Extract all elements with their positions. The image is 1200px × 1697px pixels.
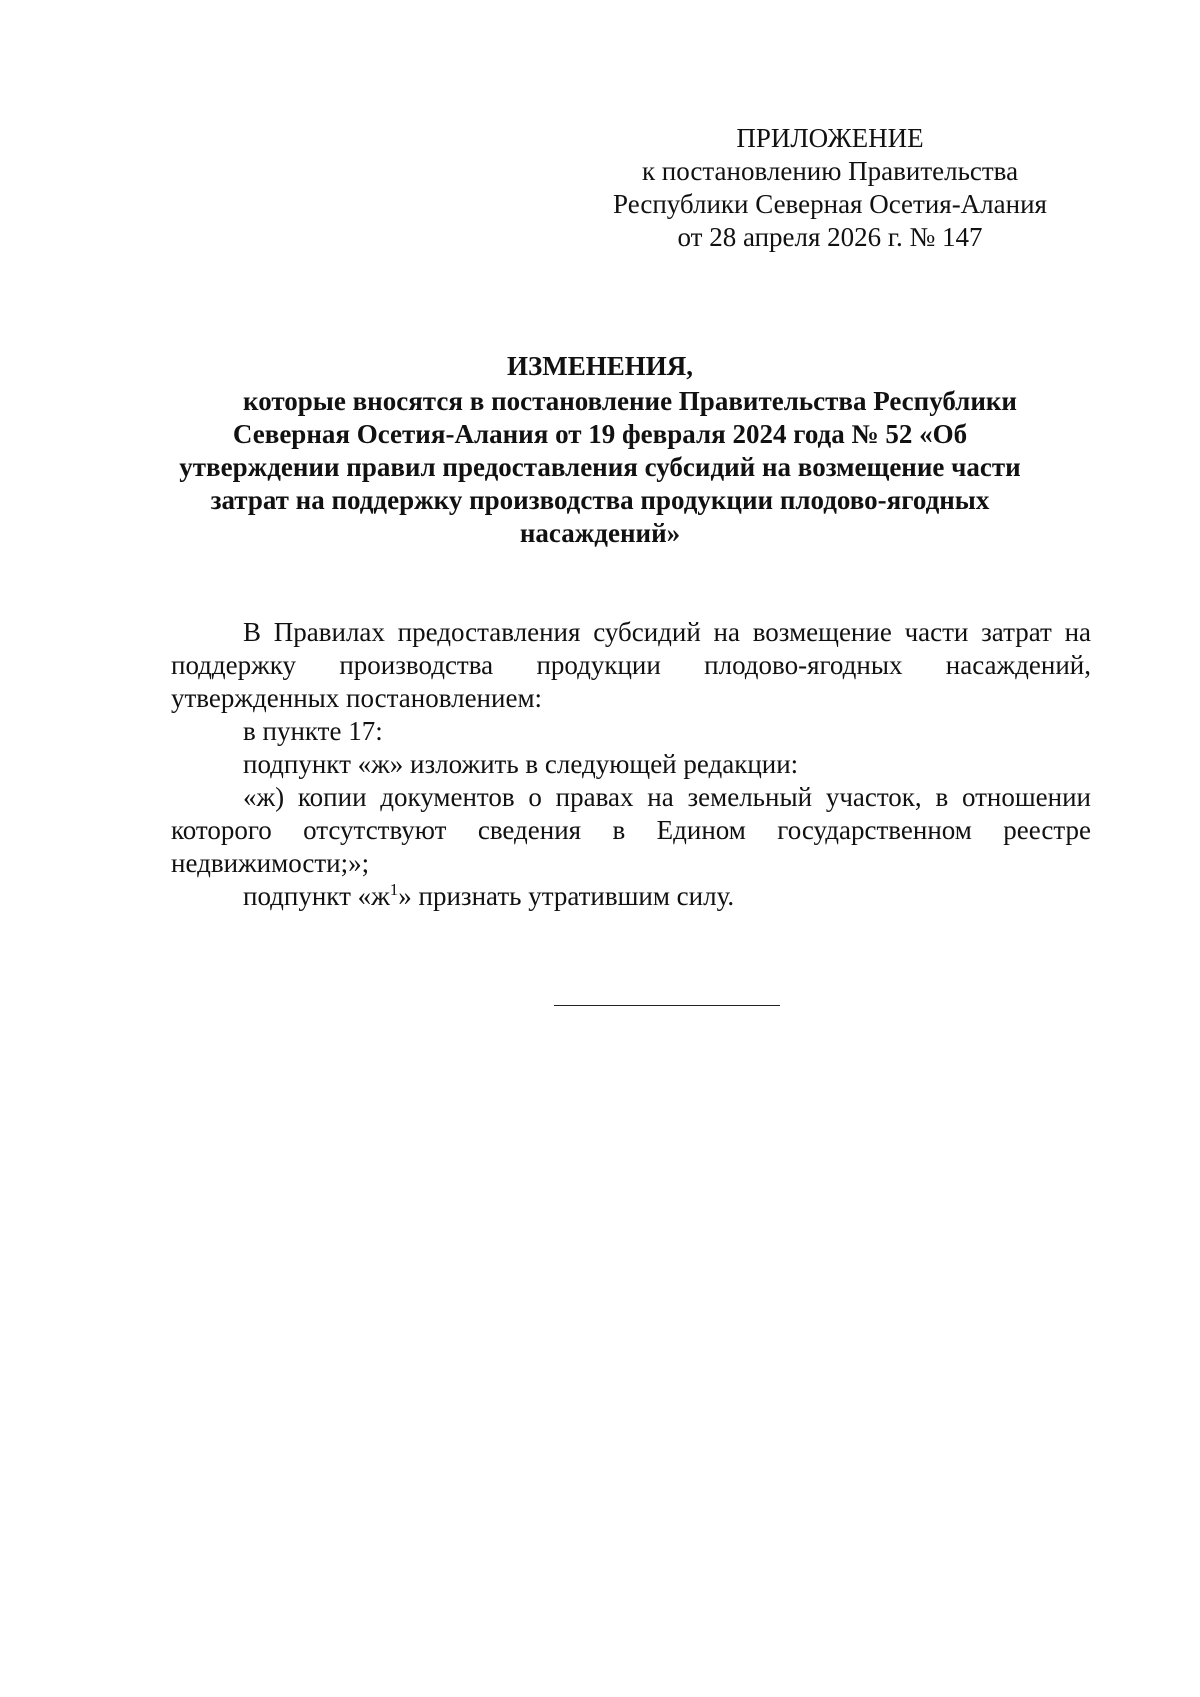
paragraph-line: В Правилах предоставления субсидий на возмещение части затрат на: [243, 617, 1091, 647]
document-body: [171, 616, 1091, 913]
appendix-line-3: от 28 апреля 2026 г. № 147: [677, 222, 983, 252]
repeal-superscript: 1: [389, 880, 399, 899]
point-line: в пункте 17:: [243, 716, 383, 746]
appendix-header: [600, 122, 1060, 254]
repeal-suffix: » признать утратившим силу.: [398, 881, 735, 911]
appendix-line-1: к постановлению Правительства: [641, 156, 1019, 186]
document-title: [130, 350, 1070, 550]
quote-line: которого отсутствуют сведения в Едином государственном реестре: [171, 815, 1091, 845]
title-sub-line: затрат на поддержку производства продукции плодово-ягодных: [210, 485, 990, 515]
title-subtitle: [130, 385, 1070, 550]
subpoint-instruction: подпункт «ж» изложить в следующей редакции:: [243, 749, 799, 779]
closing-rule: [554, 1005, 780, 1006]
paragraph-line: утвержденных постановлением:: [171, 683, 543, 713]
title-sub-line: Северная Осетия-Алания от 19 февраля 2024 года № 52 «Об: [232, 419, 968, 449]
appendix-line-2: Республики Северная Осетия-Алания: [613, 189, 1047, 219]
repeal-line: [171, 880, 1091, 913]
quote-line: «ж) копии документов о правах на земельный участок, в отношении: [243, 782, 1091, 812]
quote-line: недвижимости;»;: [171, 848, 370, 878]
title-sub-line: утверждении правил предоставления субсидий на возмещение части: [179, 452, 1021, 482]
title-sub-line: которые вносятся в постановление Правительства Республики: [243, 386, 1017, 416]
appendix-label: ПРИЛОЖЕНИЕ: [736, 123, 924, 153]
repeal-prefix: подпункт «ж: [243, 881, 390, 911]
title-main: ИЗМЕНЕНИЯ,: [506, 351, 693, 381]
paragraph-line: поддержку производства продукции плодово-ягодных насаждений,: [171, 650, 1091, 680]
title-sub-line: насаждений»: [519, 518, 681, 548]
